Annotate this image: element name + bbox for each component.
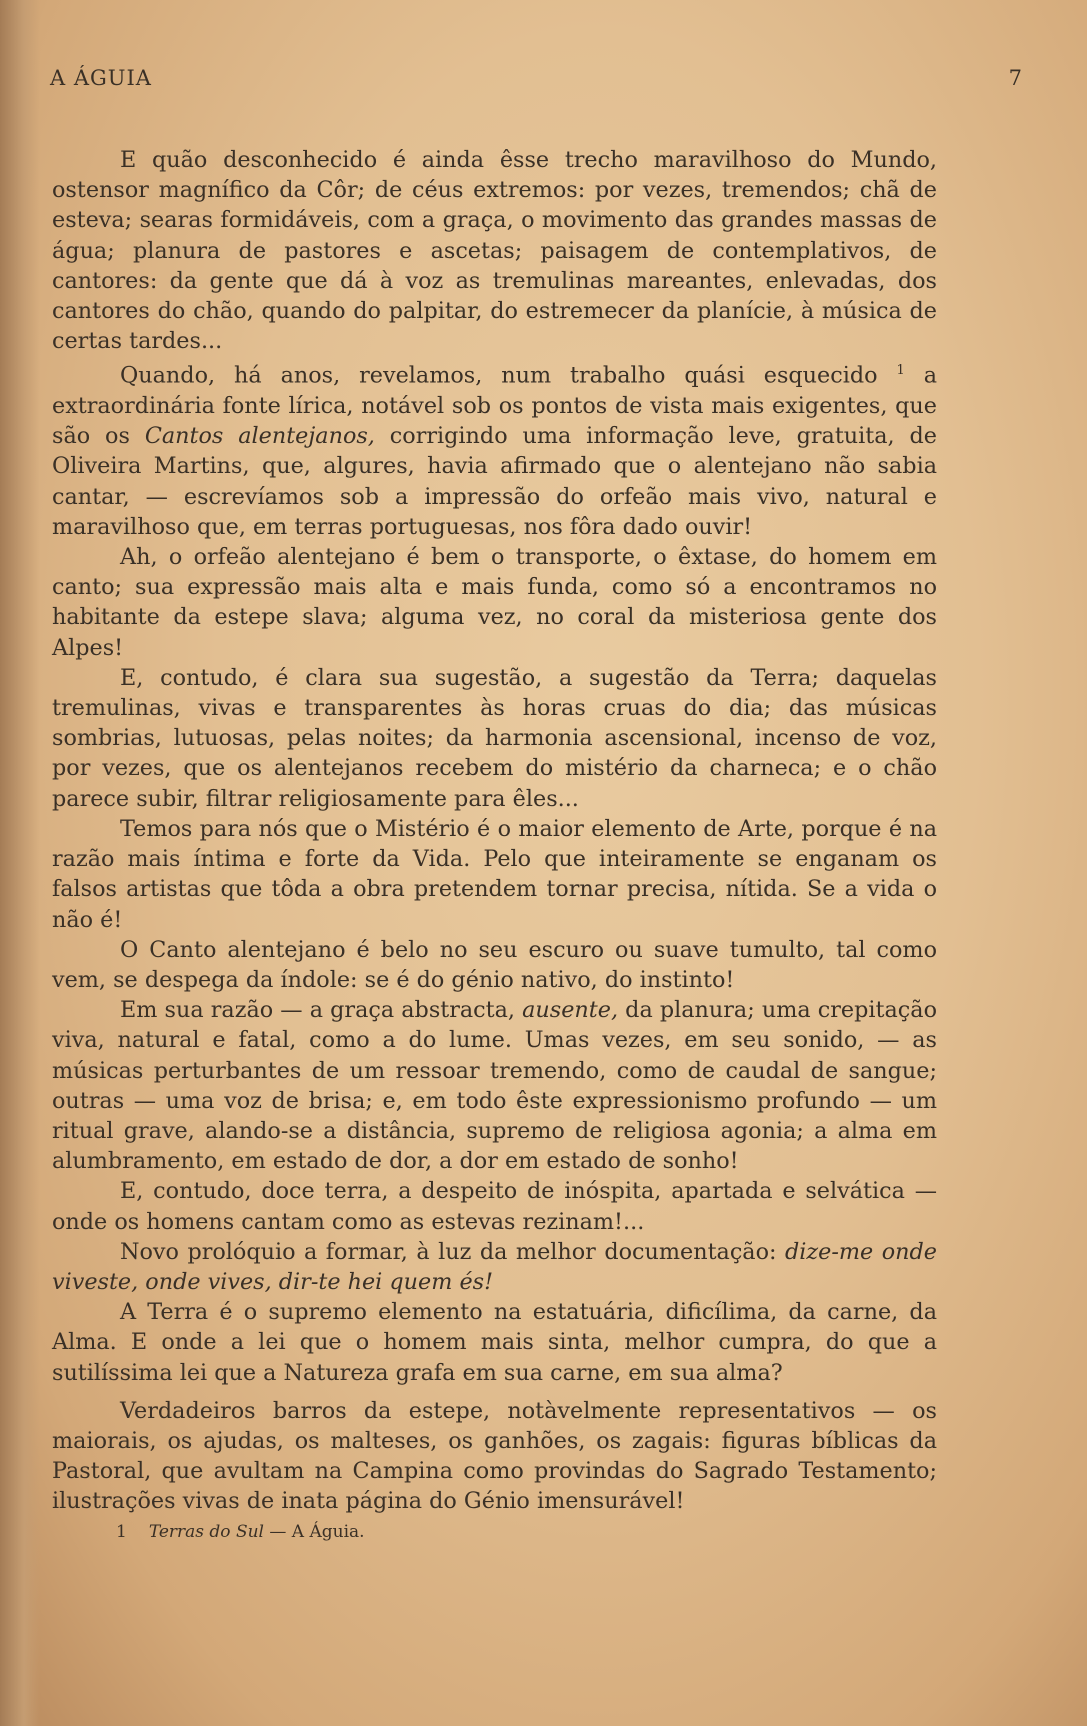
page-number: 7 [1008,66,1023,90]
paragraph: Em sua razão — a graça abstracta, ausente, da planura; uma crepitação viva, natural e fatal, como a do lume. Umas vezes, em seu sonido, — as músicas perturbantes de um ressoar tremendo, como de caudal de sangue; outras — uma voz de brisa; e, em todo êste expressionismo profundo — um ritual grave, alando-se a distância, supremo de religiosa agonia; a alma em alumbramento, em estado de dor, a dor em estado de sonho! [52,997,937,1175]
italic-word: ausente, [522,997,619,1024]
paragraph: Verdadeiros barros da estepe, notàvelmente representativos — os maiorais, os ajudas, os malteses, os ganhões, os zagais: figuras bíblicas da Pastoral, que avultam na Campina como provindas do Sagrado Testamento; ilustrações vivas de inata página do Génio imensurável! [52,1397,937,1515]
paragraph: O Canto alentejano é belo no seu escuro ou suave tumulto, tal como vem, se despega da índole: se é do génio nativo, do instinto! [52,936,937,993]
running-title: A ÁGUIA [50,66,152,90]
footnote-source-rest: — A Águia. [263,1522,365,1542]
paragraph: E, contudo, é clara sua sugestão, a sugestão da Terra; daquelas tremulinas, vivas e transparentes às horas cruas do dia; das músicas sombrias, lutuosas, pelas noites; da harmonia ascensional, incenso de voz, por vezes, que os alentejanos recebem do mistério da charneca; e o chão parece subir, filtrar religiosamente para êles... [52,664,937,812]
italic-proverb: dize-me onde viveste, onde vives, dir-te hei quem és! [52,1238,937,1295]
footnote [116,1522,365,1542]
body-text [52,145,937,1517]
footnote-mark: 1 [116,1522,127,1542]
page-gutter-shadow [0,0,40,1726]
paragraph: E quão desconhecido é ainda êsse trecho maravilhoso do Mundo, ostensor magnífico da Côr; de céus extremos: por vezes, tremendos; chã de esteva; searas formidáveis, com a graça, o movimento das grandes massas de água; planura de pastores e ascetas; paisagem de contemplativos, de cantores: da gente que dá à voz as tremulinas mareantes, enlevadas, dos cantores do chão, quando do palpitar, do estremecer da planície, à música de certas tardes... [52,147,937,355]
paragraph: A Terra é o supremo elemento na estatuária, dificílima, da carne, da Alma. E onde a lei que o homem mais sinta, melhor cumpra, do que a sutilíssima lei que a Natureza grafa em sua carne, em sua alma? [52,1299,937,1386]
paragraph: Novo prolóquio a formar, à luz da melhor documentação: dize-me onde viveste, onde vives, dir-te hei quem és! [52,1238,937,1295]
footnote-source-title: Terras do Sul [148,1522,264,1542]
paragraph: Ah, o orfeão alentejano é bem o transporte, o êxtase, do homem em canto; sua expressão mais alta e mais funda, como só a encontramos no habitante da estepe slava; alguma vez, no coral da misteriosa gente dos Alpes! [52,544,937,661]
italic-title: Cantos alentejanos, [144,423,375,450]
paragraph: Quando, há anos, revelamos, num trabalho quási esquecido $^1$ a extraordinária fonte lírica, notável sob os pontos de vista mais exigentes, que são os Cantos alentejanos, corrigindo uma informação leve, gratuita, de Oliveira Martins, que, algures, havia afirmado que o alentejano não sabia cantar, — escrevíamos sob a impressão do orfeão mais vivo, natural e maravilhoso que, em terras portuguesas, nos fôra dado ouvir! [52,362,937,540]
running-header [50,66,1023,90]
paragraph: Temos para nós que o Mistério é o maior elemento de Arte, porque é na razão mais íntima e forte da Vida. Pelo que inteiramente se enganam os falsos artistas que tôda a obra pretendem tornar precisa, nítida. Se a vida o não é! [52,815,937,933]
footnote-rule [52,1478,232,1479]
footnote-reference: 1 [896,363,905,379]
paragraph: E, contudo, doce terra, a despeito de inóspita, apartada e selvática — onde os homens cantam como as estevas rezinam!... [52,1178,937,1235]
